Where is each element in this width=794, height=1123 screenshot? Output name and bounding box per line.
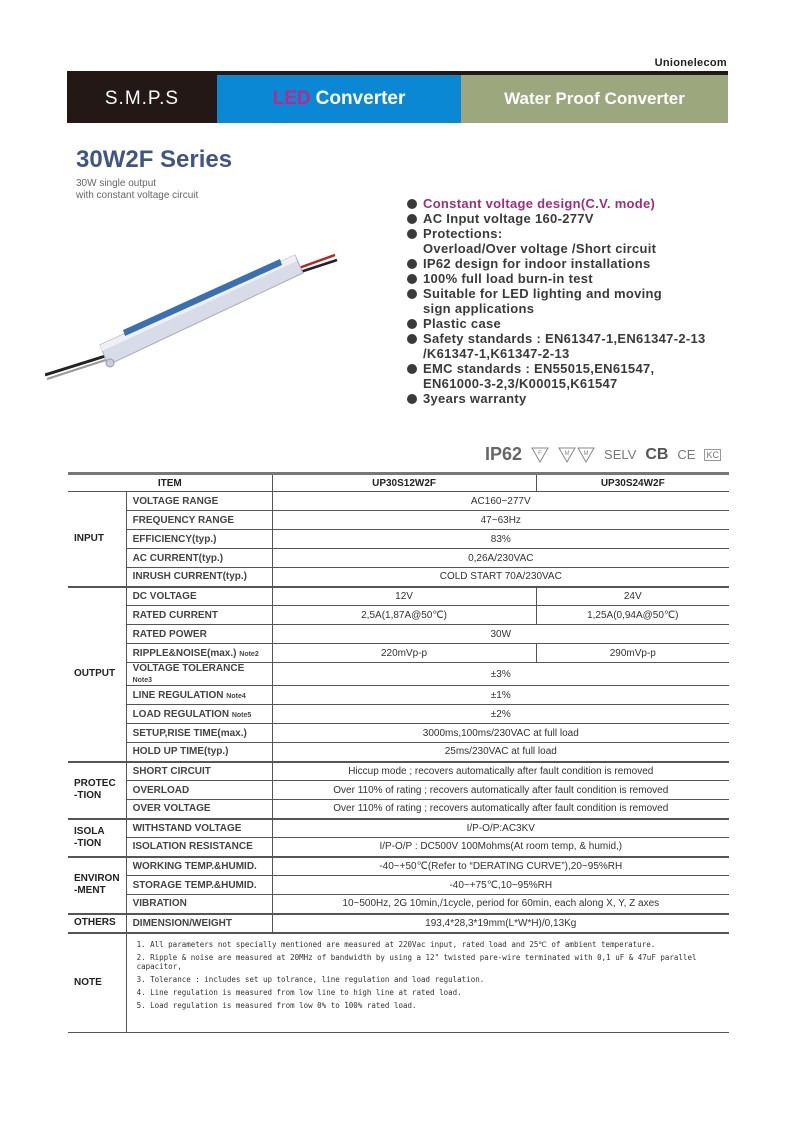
row-value-model-1: 220mVp-p [272,644,536,663]
note-ref: Note4 [226,692,246,700]
tab-led-accent: LED [272,88,311,109]
table-row [68,663,729,686]
feature-item-continued: sign applications [423,301,535,316]
table-row [68,625,729,644]
notes-list [133,934,723,1032]
cb-mark: CB [645,445,669,463]
row-label: OVERLOAD [126,781,272,800]
group-input: INPUT [68,492,126,587]
row-value: Hiccup mode ; recovers automatically after fault condition is removed [272,762,729,781]
row-label: RATED POWER [126,625,272,644]
table-row [68,781,729,800]
feature-item: 3years warranty [406,391,706,406]
f-mark-icon [531,447,549,463]
table-row [68,857,729,876]
row-label: FREQUENCY RANGE [126,511,272,530]
row-value: I/P-O/P : DC500V 100Mohms(At room temp, & humid,) [272,838,729,857]
table-row [68,530,729,549]
group-protection: PROTEC -TION [68,762,126,819]
selv-mark: SELV [604,447,637,462]
category-banner [67,75,728,123]
feature-item: EMC standards : EN55015,EN61547, [406,361,706,376]
header-model-1: UP30S12W2F [272,474,536,492]
tab-led-label: Converter [315,88,406,109]
m-mark-icon [558,447,576,463]
table-row [68,914,729,933]
subtitle-line-2: with constant voltage circuit [76,190,199,201]
row-label: RATED CURRENT [126,606,272,625]
row-label: DC VOLTAGE [126,587,272,606]
table-row [68,762,729,781]
row-label [126,644,272,663]
table-row [68,587,729,606]
note-item: 3. Tolerance : includes set up tolrance, line regulation and load regulation. [136,974,485,984]
row-label: EFFICIENCY(typ.) [126,530,272,549]
group-isolation: ISOLA -TION [68,819,126,857]
row-label-text: RIPPLE&NOISE(max.) [132,647,237,659]
tab-smps-label: S.M.P.S [104,88,180,109]
row-value: COLD START 70A/230VAC [272,568,729,587]
row-label: VOLTAGE RANGE [126,492,272,511]
notes-row [68,933,729,1033]
row-label: SETUP,RISE TIME(max.) [126,724,272,743]
table-row [68,705,729,724]
feature-list [406,196,706,406]
tab-water-proof-converter[interactable] [461,75,728,123]
group-output: OUTPUT [68,587,126,762]
note-ref: Note3 [132,677,153,684]
row-value-model-2: 290mVp-p [536,644,729,663]
row-value: Over 110% of rating ; recovers automatically after fault condition is removed [272,800,729,819]
note-item: 1. All parameters not specially mentioned are measured at 220Vac input, rated load and 25℃ of ambient temperature. [136,939,656,949]
row-label: WORKING TEMP.&HUMID. [126,857,272,876]
feature-item: Safety standards : EN61347-1,EN61347-2-13 [406,331,706,346]
m-mark-icon [577,447,595,463]
row-value: 3000ms,100ms/230VAC at full load [272,724,729,743]
feature-item: Plastic case [406,316,706,331]
feature-item-continued: /K61347-1,K61347-2-13 [423,346,570,361]
row-label: ISOLATION RESISTANCE [126,838,272,857]
group-environment: ENVIRON -MENT [68,857,126,914]
table-row [68,838,729,857]
row-label: HOLD UP TIME(typ.) [126,743,272,762]
kc-mark: KC [706,449,719,460]
svg-text:M: M [583,450,589,457]
grey-wire [47,357,115,379]
subtitle-line-1: 30W single output [76,178,157,189]
label-stripe [123,259,282,336]
svg-text:F: F [538,450,542,457]
row-label-text: LOAD REGULATION [132,708,230,720]
feature-item-continued: Overload/Over voltage /Short circuit [423,241,657,256]
row-value-model-1: 12V [272,587,536,606]
header-model-2: UP30S24W2F [536,474,729,492]
table-row [68,819,729,838]
table-header-row [68,474,729,492]
row-value-model-2: 24V [536,587,729,606]
row-label: INRUSH CURRENT(typ.) [126,568,272,587]
row-value: I/P-O/P:AC3KV [272,819,729,838]
row-value: ±3% [272,663,729,686]
table-row [68,686,729,705]
mount-hole [106,359,114,367]
row-value: -40~+50℃(Refer to “DERATING CURVE”),20~95%RH [272,857,729,876]
series-title: 30W2F Series [76,146,233,173]
table-row [68,724,729,743]
note-ref: Note2 [239,650,259,658]
table-row [68,511,729,530]
spec-table [68,472,729,1033]
row-label-text: VOLTAGE TOLERANCE [132,663,245,674]
row-value: 83% [272,530,729,549]
table-row [68,549,729,568]
row-label: STORAGE TEMP.&HUMID. [126,876,272,895]
row-value-model-1: 2,5A(1,87A@50℃) [272,606,536,625]
row-value: AC160~277V [272,492,729,511]
table-row [68,644,729,663]
tab-wp-label: Water Proof Converter [504,89,685,108]
row-label: SHORT CIRCUIT [126,762,272,781]
group-others: OTHERS [68,914,126,933]
table-row [68,568,729,587]
tab-smps[interactable] [67,75,217,123]
feature-item: Protections: [406,226,706,241]
tab-led-converter[interactable] [217,75,461,123]
note-item: 4. Line regulation is measured from low line to high line at rated load. [136,987,462,997]
row-value: 193,4*28,3*19mm(L*W*H)/0,13Kg [272,914,729,933]
row-label: OVER VOLTAGE [126,800,272,819]
table-row [68,876,729,895]
row-value: 0,26A/230VAC [272,549,729,568]
row-label: AC CURRENT(typ.) [126,549,272,568]
feature-item: Suitable for LED lighting and moving [406,286,706,301]
group-note: NOTE [68,933,126,1033]
table-row [68,800,729,819]
table-row [68,895,729,914]
row-label: VIBRATION [126,895,272,914]
row-value: -40~+75℃,10~95%RH [272,876,729,895]
feature-item: AC Input voltage 160-277V [406,211,706,226]
feature-item-continued: EN61000-3-2,3/K00015,K61547 [423,376,618,391]
table-row [68,492,729,511]
note-ref: Note5 [231,711,252,719]
series-subtitle [76,178,198,202]
row-label [126,663,272,686]
feature-item: Constant voltage design(C.V. mode) [406,196,706,211]
ce-mark: CE [677,447,696,462]
mm-mark-icon [558,447,595,463]
header-item: ITEM [68,474,272,492]
certification-marks [485,444,721,465]
row-value-model-2: 1,25A(0,94A@50℃) [536,606,729,625]
row-value: 47~63Hz [272,511,729,530]
product-image [45,225,375,385]
svg-text:M: M [564,450,570,457]
feature-item: IP62 design for indoor installations [406,256,706,271]
row-value: ±1% [272,686,729,705]
row-value: 10~500Hz, 2G 10min,/1cycle, period for 60min, each along X, Y, Z axes [272,895,729,914]
table-row [68,606,729,625]
row-value: Over 110% of rating ; recovers automatically after fault condition is removed [272,781,729,800]
row-value: 25ms/230VAC at full load [272,743,729,762]
row-value: ±2% [272,705,729,724]
table-row [68,743,729,762]
row-label-text: LINE REGULATION [132,689,224,701]
ip62-mark: IP62 [485,444,523,464]
row-label: WITHSTAND VOLTAGE [126,819,272,838]
row-label [126,686,272,705]
row-label: DIMENSION/WEIGHT [126,914,272,933]
notes-cell [126,933,729,1033]
brand-name: Unionelecom [654,57,727,69]
note-item: 2. Ripple & noise are measured at 20MHz of bandwidth by using a 12" twisted pare-wire terminated with 0,1 uF & 47uF parallel capacitor, [136,952,697,971]
feature-item: 100% full load burn-in test [406,271,706,286]
row-label [126,705,272,724]
note-item: 5. Load regulation is measured from low 0% to 100% rated load. [136,1000,417,1010]
row-value: 30W [272,625,729,644]
